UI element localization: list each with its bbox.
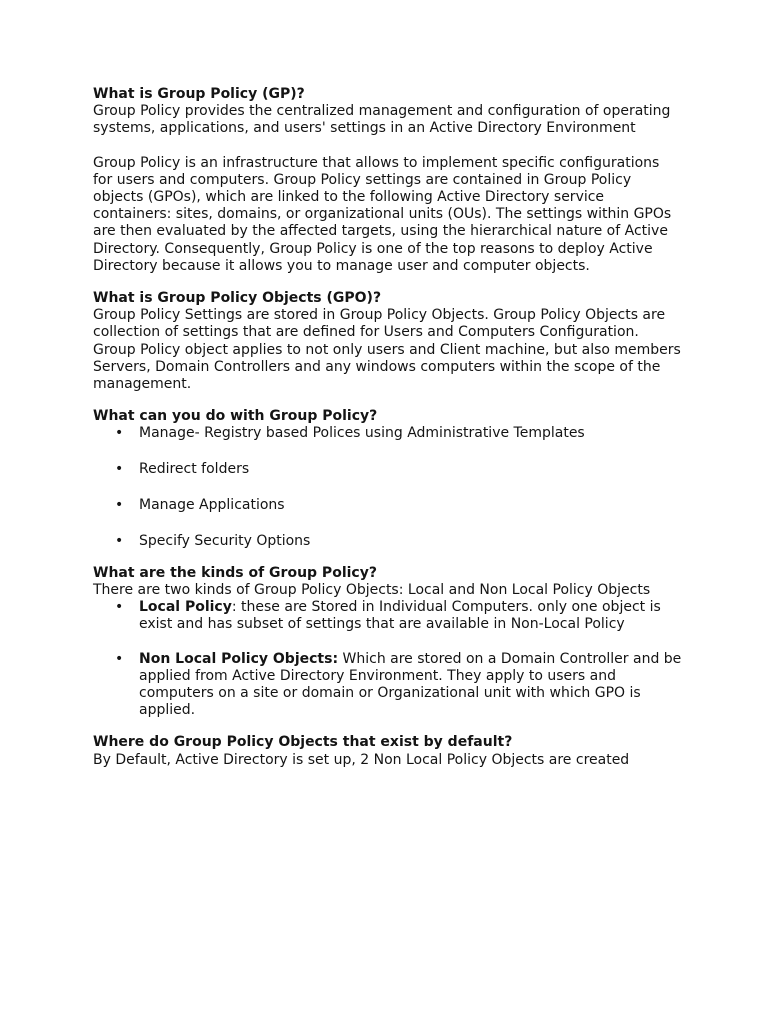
list-item [93,651,683,720]
bullet-icon: • [115,532,124,549]
list-item [93,497,683,514]
list-item [93,599,683,633]
list-item [93,461,683,478]
list-item-text: Manage Applications [139,496,285,513]
paragraph: Group Policy Settings are stored in Group Policy Objects. Group Policy Objects are collection of settings that are defined for Users and Computers Configuration. Group Policy object applies to not only users and Client machine, but also members Servers, Domain Controllers and any windows computers within the scope of the management. [93,307,681,393]
paragraph: There are two kinds of Group Policy Objects: Local and Non Local Policy Objects [93,581,651,598]
section-what-is-gpo [93,290,683,393]
section-heading: What is Group Policy (GP)? [93,86,305,102]
section-what-is-gp [93,86,683,275]
definition-term: Local Policy [139,599,232,616]
section-heading: What can you do with Group Policy? [93,408,378,425]
definition-list [93,599,683,719]
section-heading: What is Group Policy Objects (GPO)? [93,290,382,307]
document-page [93,86,683,784]
section-default-gpos [93,734,683,768]
list-item [93,533,683,550]
section-kinds-of-gp [93,565,683,720]
bullet-list [93,425,683,549]
section-what-can-you-do [93,408,683,550]
bullet-icon: • [115,599,124,616]
bullet-icon: • [115,650,124,667]
list-item-text: Specify Security Options [139,532,311,549]
list-item-text: Manage- Registry based Polices using Administrative Templates [139,425,585,442]
paragraph: Group Policy is an infrastructure that allows to implement specific configurations for users and computers. Group Policy settings are contained in Group Policy objects (GPOs), which are linked to the following Active Directory service containers: sites, domains, or organizational units (OUs). The settings within GPOs are then evaluated by the affected targets, using the hierarchical nature of Active Directory. Consequently, Group Policy is one of the top reasons to deploy Active Directory because it allows you to manage user and computer objects. [93,154,672,274]
bullet-icon: • [115,496,124,513]
list-item [93,425,683,442]
section-heading: What are the kinds of Group Policy? [93,564,377,581]
definition-text: Which are stored on a Domain Controller and be applied from Active Directory Environment. They apply to users and computers on a site or domain or Organizational unit with which GPO is applied. [139,650,682,719]
list-item-text: Redirect folders [139,461,250,478]
definition-term: Non Local Policy Objects: [139,650,339,667]
paragraph: By Default, Active Directory is set up, 2 Non Local Policy Objects are created [93,751,630,768]
paragraph: Group Policy provides the centralized management and configuration of operating systems, applications, and users' settings in an Active Directory Environment [93,103,671,137]
section-heading: Where do Group Policy Objects that exist by default? [93,734,513,751]
definition-text: : these are Stored in Individual Computers. only one object is exist and has subset of settings that are available in Non-Local Policy [139,599,661,633]
bullet-icon: • [115,461,124,478]
bullet-icon: • [115,425,124,442]
